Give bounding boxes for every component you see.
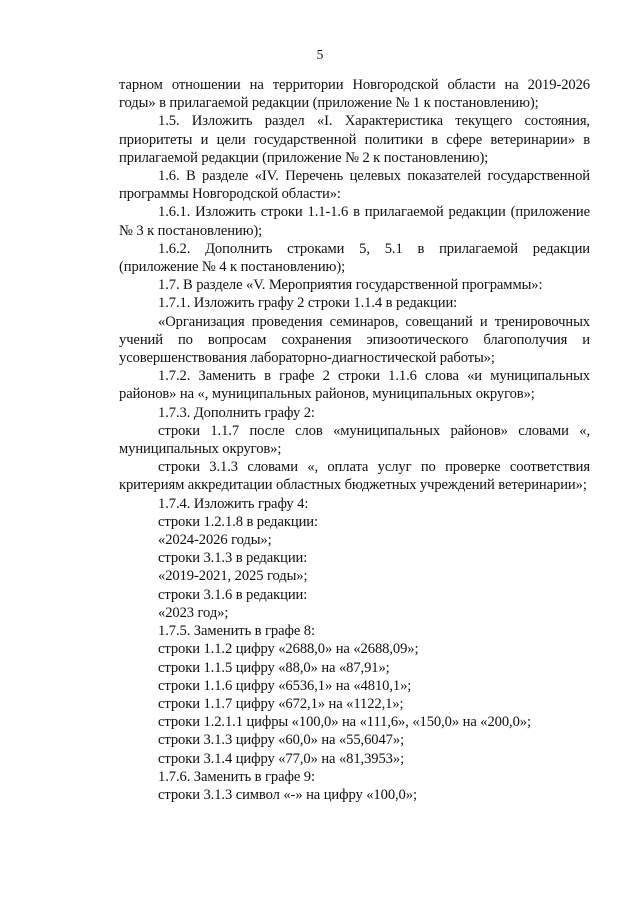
paragraph: строки 1.1.7 цифру «672,1» на «1122,1»; bbox=[158, 695, 404, 712]
paragraph: строки 3.1.3 символ «-» на цифру «100,0»; bbox=[158, 786, 417, 803]
paragraph: строки 3.1.3 цифру «60,0» на «55,6047»; bbox=[158, 732, 405, 749]
paragraph: 1.6. В разделе «IV. Перечень целевых показателей государственной программы Новгородской области»: bbox=[119, 168, 590, 203]
paragraph: строки 3.1.6 в редакции: bbox=[158, 586, 308, 603]
paragraph: 1.7.2. Заменить в графе 2 строки 1.1.6 слова «и муниципальных районов» на «, муниципальных районов, муниципальных округов»; bbox=[119, 368, 590, 403]
paragraph: 1.5. Изложить раздел «I. Характеристика текущего состояния, приоритеты и цели государственной политики в сфере ветеринарии» в прилагаемой редакции (приложение № 2 к постановлению); bbox=[119, 113, 590, 166]
paragraph: 1.6.2. Дополнить строками 5, 5.1 в прилагаемой редакции (приложение № 4 к постановлению); bbox=[119, 240, 590, 276]
paragraph: «2019-2021, 2025 годы»; bbox=[158, 568, 308, 585]
paragraph: строки 1.2.1.1 цифры «100,0» на «111,6», «150,0» на «200,0»; bbox=[158, 714, 531, 731]
page-number: 5 bbox=[316, 47, 324, 62]
paragraph: 1.7. В разделе «V. Мероприятия государственной программы»: bbox=[158, 277, 543, 294]
paragraph: строки 1.1.5 цифру «88,0» на «87,91»; bbox=[158, 659, 390, 676]
paragraph: «2024-2026 годы»; bbox=[158, 532, 272, 549]
document-body bbox=[119, 76, 590, 804]
paragraph: 1.7.6. Заменить в графе 9: bbox=[158, 768, 315, 785]
paragraph: 1.7.4. Изложить графу 4: bbox=[158, 495, 309, 512]
paragraph: 1.7.5. Заменить в графе 8: bbox=[158, 623, 315, 640]
paragraph: тарном отношении на территории Новгородской области на 2019-2026 годы» в прилагаемой редакции (приложение № 1 к постановлению); bbox=[119, 77, 590, 112]
paragraph: строки 3.1.4 цифру «77,0» на «81,3953»; bbox=[158, 750, 405, 767]
paragraph: 1.7.1. Изложить графу 2 строки 1.1.4 в редакции: bbox=[158, 295, 458, 312]
paragraph: строки 1.1.2 цифру «2688,0» на «2688,09»; bbox=[158, 641, 419, 658]
paragraph: «Организация проведения семинаров, совещаний и тренировочных учений по вопросам сохранения эпизоотического благополучия и усовершенствования лабораторно-диагностической работы»; bbox=[119, 313, 590, 367]
paragraph: «2023 год»; bbox=[158, 604, 229, 621]
paragraph: строки 1.1.6 цифру «6536,1» на «4810,1»; bbox=[158, 677, 412, 694]
paragraph: строки 3.1.3 словами «, оплата услуг по проверке соответствия критериям аккредитации областных бюджетных учреждений ветеринарии»; bbox=[119, 459, 590, 494]
paragraph: строки 3.1.3 в редакции: bbox=[158, 550, 308, 567]
paragraph: 1.7.3. Дополнить графу 2: bbox=[158, 404, 315, 421]
paragraph: строки 1.2.1.8 в редакции: bbox=[158, 513, 318, 530]
paragraph: 1.6.1. Изложить строки 1.1-1.6 в прилагаемой редакции (приложение № 3 к постановлению); bbox=[119, 204, 590, 239]
paragraph: строки 1.1.7 после слов «муниципальных районов» словами «, муниципальных округов»; bbox=[119, 422, 590, 458]
